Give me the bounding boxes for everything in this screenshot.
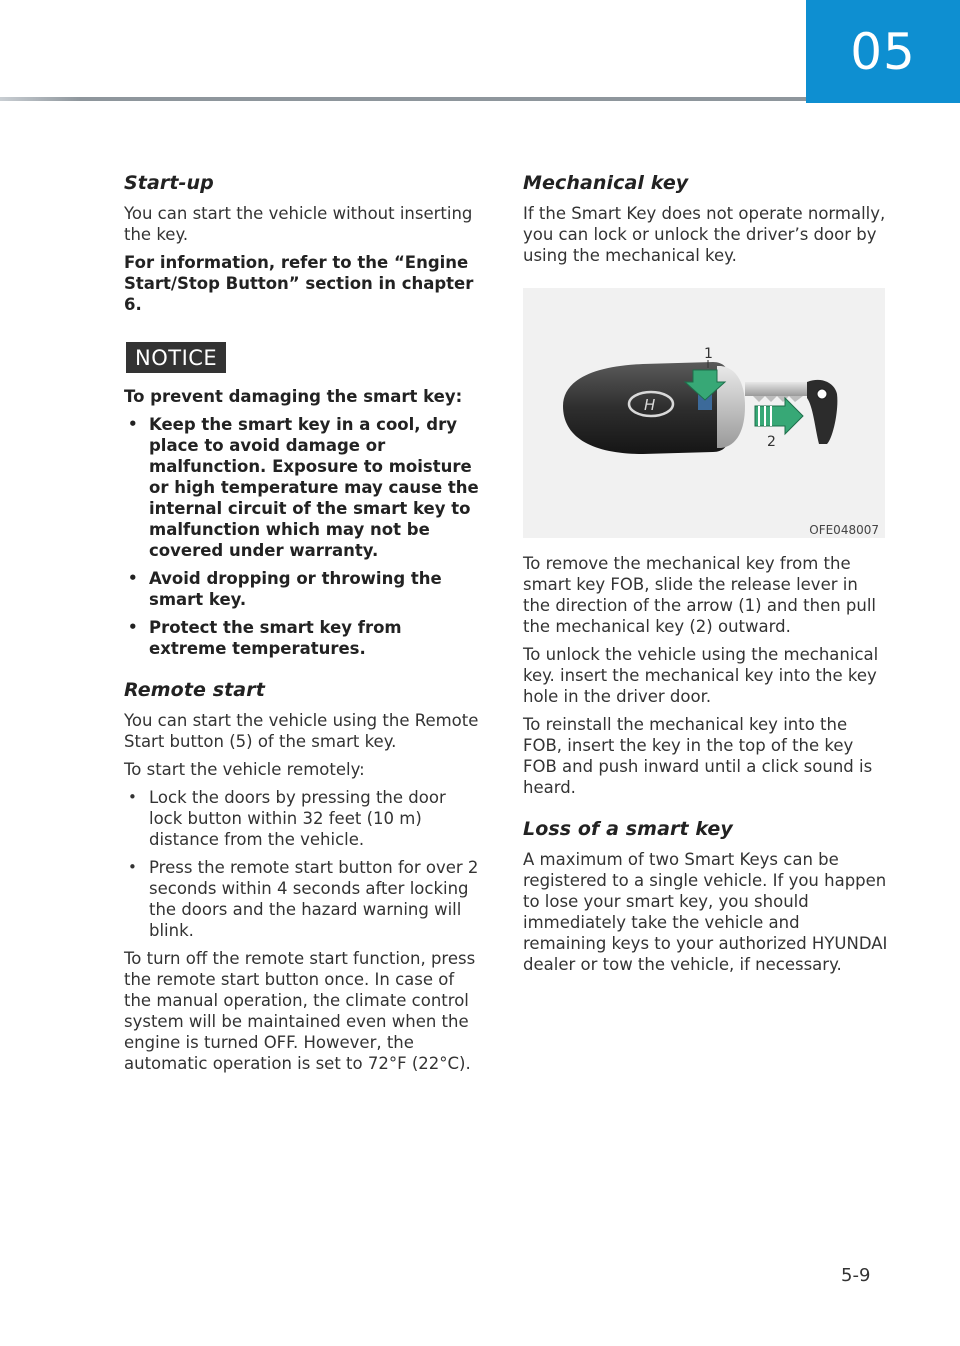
notice-item: • Avoid dropping or throwing the smart key. [124, 568, 484, 610]
figure-code: OFE048007 [809, 523, 879, 537]
chapter-tab [806, 0, 960, 103]
left-column [124, 172, 484, 1081]
mechanical-key-para-3: To reinstall the mechanical key into the FOB, insert the key in the top of the key FOB and push inward until a click sound is heard. [523, 715, 873, 797]
startup-body: You can start the vehicle without inserting the key. [124, 204, 473, 244]
callout-1: 1 [704, 346, 713, 362]
chapter-number: 05 [850, 22, 916, 81]
key-blade [745, 382, 811, 396]
smart-key-drawing [523, 288, 885, 538]
mechanical-key-body: If the Smart Key does not operate normally, you can lock or unlock the driver’s door by using the mechanical key. [523, 204, 886, 265]
smart-key-illustration [523, 288, 885, 538]
notice-list [124, 414, 484, 659]
mechanical-key-para-1: To remove the mechanical key from the smart key FOB, slide the release lever in the direction of the arrow (1) and then pull the mechanical key (2) outward. [523, 554, 876, 636]
arrow-2-icon [755, 398, 803, 434]
notice-item: • Protect the smart key from extreme temperatures. [124, 617, 484, 659]
startup-heading: Start-up [124, 172, 214, 194]
remote-start-step: • Press the remote start button for over 2 seconds within 4 seconds after locking the doors and the hazard warning will blink. [124, 857, 484, 941]
notice-label: NOTICE [126, 342, 226, 373]
right-column [523, 172, 888, 982]
key-ring-hole [817, 389, 827, 399]
remote-start-off-text: To turn off the remote start function, press the remote start button once. In case of the manual operation, the climate control system will be maintained even when the engine is turned OFF. However, the automatic operation is set to 72°F (22°C). [124, 949, 476, 1073]
notice-item: • Keep the smart key in a cool, dry place to avoid damage or malfunction. Exposure to moisture or high temperature may cause the internal circuit of the smart key to malfunction which may not be covered under warranty. [124, 414, 484, 561]
mechanical-key-heading: Mechanical key [523, 172, 689, 194]
notice-intro: To prevent damaging the smart key: [124, 387, 463, 406]
remote-start-steps [124, 787, 484, 941]
mechanical-key-para-2: To unlock the vehicle using the mechanical key. insert the mechanical key into the key hole in the driver door. [523, 645, 879, 706]
page-number: 5-9 [841, 1265, 871, 1286]
header-rule [0, 97, 806, 101]
remote-start-intro: To start the vehicle remotely: [124, 760, 365, 779]
loss-of-key-heading: Loss of a smart key [523, 818, 733, 840]
callout-2: 2 [767, 434, 776, 450]
loss-of-key-body: A maximum of two Smart Keys can be registered to a single vehicle. If you happen to lose your smart key, you should immediately take the vehicle and remaining keys to your authorized HYUNDAI dealer or tow the vehicle, if necessary. [523, 850, 888, 974]
fob-trim [717, 366, 745, 448]
remote-start-step: • Lock the doors by pressing the door lock button within 32 feet (10 m) distance from the vehicle. [124, 787, 484, 850]
remote-start-body: You can start the vehicle using the Remote Start button (5) of the smart key. [124, 711, 479, 751]
key-blade-teeth [753, 396, 803, 402]
svg-text:H: H [644, 396, 656, 414]
startup-bold-note: For information, refer to the “Engine Start/Stop Button” section in chapter 6. [124, 253, 474, 314]
remote-start-heading: Remote start [124, 679, 265, 701]
